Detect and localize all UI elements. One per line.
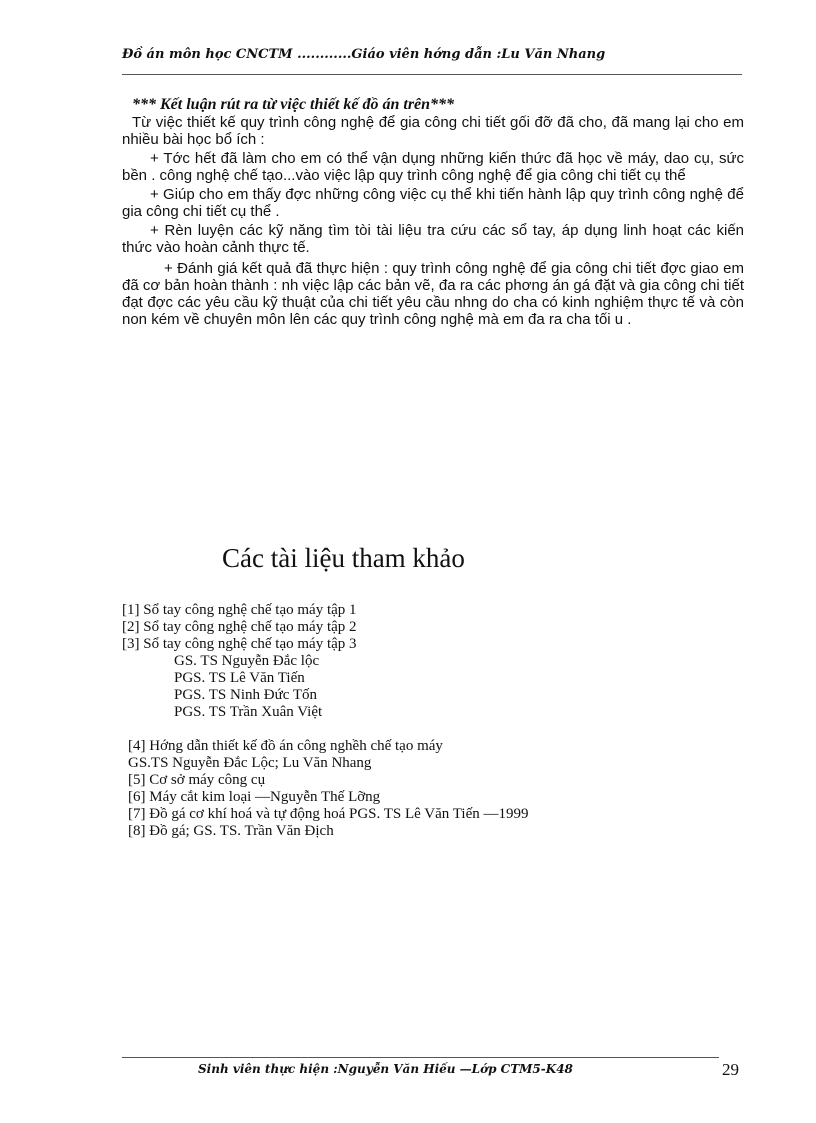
page-number: 29 [722, 1060, 739, 1079]
page-header: Đồ án môn học CNCTM ............Giáo viên hớng dẫn :Lu Văn Nhang [122, 47, 606, 62]
footer-rule [122, 1057, 719, 1058]
reference-item: [3] Sổ tay công nghệ chế tạo máy tập 3 [122, 636, 357, 652]
conclusion-paragraph: + Giúp cho em thấy đợc những công việc cụ thể khi tiến hành lập quy trình công nghệ để gia công chi tiết cụ thể . [122, 186, 744, 220]
conclusion-paragraph: Từ việc thiết kế quy trình công nghệ để gia công chi tiết gối đỡ đã cho, đã mang lại cho em nhiều bài học bổ ích : [122, 114, 744, 148]
reference-item: [2] Sổ tay công nghệ chế tạo máy tập 2 [122, 619, 357, 635]
header-rule [122, 74, 742, 75]
reference-item: [7] Đồ gá cơ khí hoá và tự động hoá PGS. TS Lê Văn Tiến —1999 [128, 806, 529, 822]
conclusion-paragraph: + Tớc hết đã làm cho em có thể vận dụng những kiến thức đã học về máy, dao cụ, sức bền . công nghệ chế tạo...vào việc lập quy trình công nghệ để gia công chi tiết cụ thể [122, 150, 744, 184]
reference-item: [8] Đồ gá; GS. TS. Trần Văn Địch [128, 823, 334, 839]
conclusion-title: *** Kết luận rút ra từ việc thiết kế đồ án trên*** [132, 96, 455, 113]
reference-item: [1] Sổ tay công nghệ chế tạo máy tập 1 [122, 602, 357, 618]
reference-item: [5] Cơ sở máy công cụ [128, 772, 266, 788]
references-title: Các tài liệu tham khảo [222, 543, 465, 573]
reference-item: [6] Máy cắt kim loại —Nguyễn Thế Lỡng [128, 789, 381, 805]
reference-author: PGS. TS Ninh Đức Tốn [174, 687, 318, 703]
conclusion-paragraph: + Đánh giá kết quả đã thực hiện : quy trình công nghệ để gia công chi tiết đợc giao em đã cơ bản hoàn thành : nh việc lập các bản vẽ, đa ra các phơng án gá đặt và gia công chi tiết đạt đợc các yêu cầu kỹ thuật của chi tiết yêu cầu nhng do cha có kinh nghiệm thực tế và còn non kém về chuyên môn lên các quy trình công nghệ mà em đa ra cha tối u . [122, 260, 744, 328]
reference-author: GS. TS Nguyễn Đắc lộc [174, 653, 320, 669]
reference-author: GS.TS Nguyễn Đắc Lộc; Lu Văn Nhang [128, 755, 372, 771]
conclusion-section [122, 96, 744, 328]
reference-author: PGS. TS Trần Xuân Việt [174, 704, 323, 720]
reference-author: PGS. TS Lê Văn Tiến [174, 670, 305, 686]
references-list [122, 602, 742, 840]
reference-item: [4] Hớng dẫn thiết kế đồ án công nghềh chế tạo máy [128, 738, 443, 754]
spacer [122, 721, 742, 738]
page-footer: Sinh viên thực hiện :Nguyễn Văn Hiếu —Lớp CTM5-K48 [198, 1062, 573, 1076]
conclusion-paragraph: + Rèn luyện các kỹ năng tìm tòi tài liệu tra cứu các sổ tay, áp dụng linh hoạt các kiến thức vào hoàn cảnh thực tế. [122, 222, 744, 256]
